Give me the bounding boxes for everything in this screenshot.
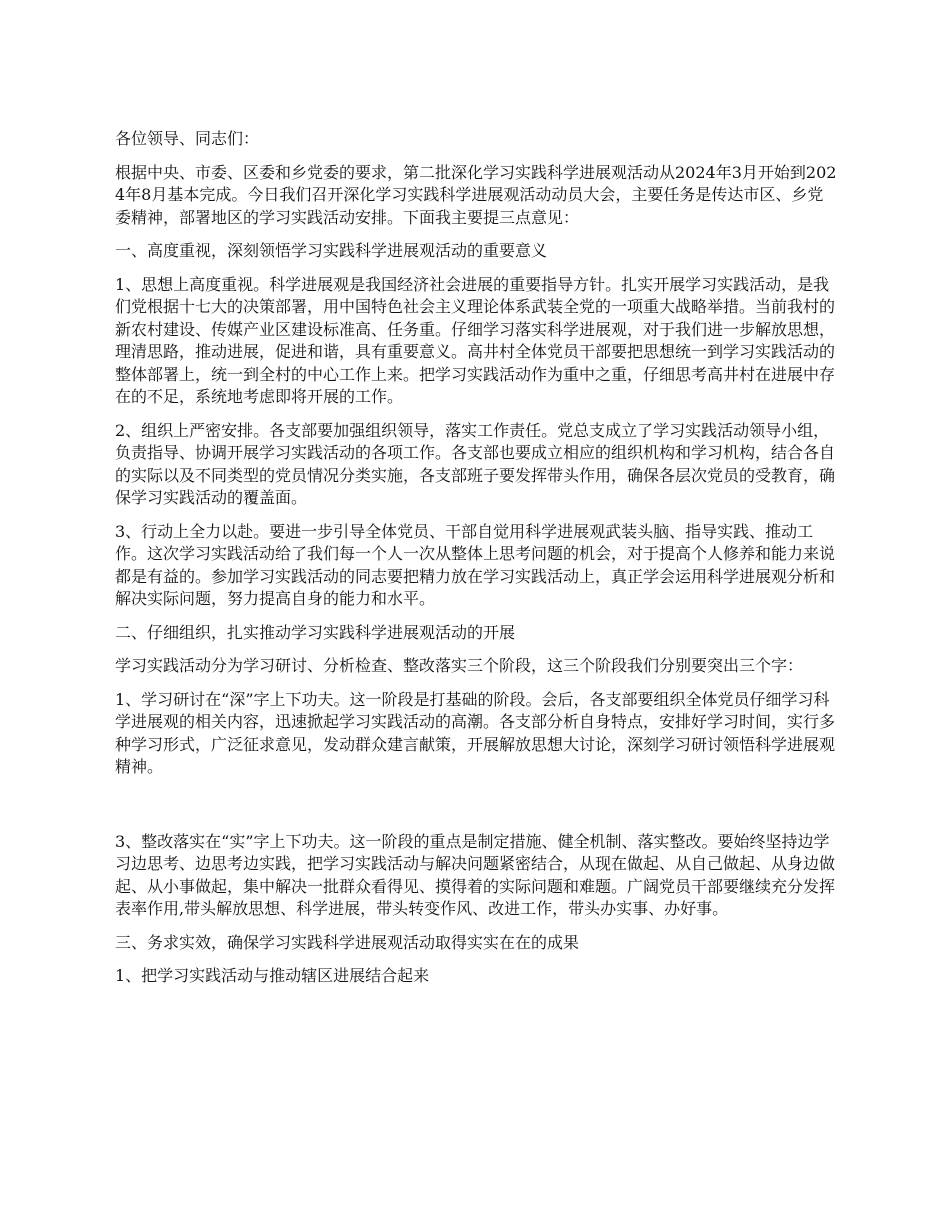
section-2-item-1: 1、学习研讨在“深”字上下功夫。这一阶段是打基础的阶段。会后，各支部要组织全体党员仔细学习科学进展观的相关内容，迅速掀起学习实践活动的高潮。各支部分析自身特点，安排好学习时间，实行多种学习形式，广泛征求意见，发动群众建言献策，开展解放思想大讨论，深刻学习研讨领悟科学进展观精神。 <box>115 689 836 776</box>
section-3-heading: 三、务求实效，确保学习实践科学进展观活动取得实实在在的成果 <box>115 932 580 952</box>
section-2-intro: 学习实践活动分为学习研讨、分析检查、整改落实三个阶段，这三个阶段我们分别要突出三个字： <box>115 656 804 675</box>
section-2-heading: 二、仔细组织，扎实推动学习实践科学进展观活动的开展 <box>115 622 516 642</box>
document-body <box>115 128 837 999</box>
section-2-item-3: 3、整改落实在“实”字上下功夫。这一阶段的重点是制定措施、健全机制、落实整改。要始终坚持边学习边思考、边思考边实践，把学习实践活动与解决问题紧密结合，从现在做起、从自己做起、从身边做起、从小事做起，集中解决一批群众看得见、摸得着的实际问题和难题。广阔党员干部要继续充分发挥表率作用,带头解放思想、科学进展，带头转变作风、改进工作，带头办实事、办好事。 <box>115 831 836 918</box>
greeting: 各位领导、同志们： <box>115 129 260 148</box>
section-1-item-2: 2、组织上严密安排。各支部要加强组织领导，落实工作责任。党总支成立了学习实践活动领导小组，负责指导、协调开展学习实践活动的各项工作。各支部也要成立相应的组织机构和学习机构，结合各自的实际以及不同类型的党员情况分类实施，各支部班子要发挥带头作用，确保各层次党员的受教育，确保学习实践活动的覆盖面。 <box>115 420 836 507</box>
section-1-item-3: 3、行动上全力以赴。要进一步引导全体党员、干部自觉用科学进展观武装头脑、指导实践、推动工作。这次学习实践活动给了我们每一个人一次从整体上思考问题的机会，对于提高个人修养和能力来说都是有益的。参加学习实践活动的同志要把精力放在学习实践活动上，真正学会运用科学进展观分析和解决实际问题，努力提高自身的能力和水平。 <box>115 521 836 608</box>
intro-paragraph: 根据中央、市委、区委和乡党委的要求，第二批深化学习实践科学进展观活动从2024年3月开始到2024年8月基本完成。今日我们召开深化学习实践科学进展观活动动员大会，主要任务是传达市区、乡党委精神，部署地区的学习实践活动安排。下面我主要提三点意见： <box>115 162 837 227</box>
section-1-item-1: 1、思想上高度重视。科学进展观是我国经济社会进展的重要指导方针。扎实开展学习实践活动，是我们党根据十七大的决策部署，用中国特色社会主义理论体系武装全党的一项重大战略举措。当前我村的新农村建设、传媒产业区建设标准高、任务重。仔细学习落实科学进展观，对于我们进一步解放思想，理清思路，推动进展，促进和谐，具有重要意义。高井村全体党员干部要把思想统一到学习实践活动的整体部署上，统一到全村的中心工作上来。把学习实践活动作为重中之重，仔细思考高井村在进展中存在的不足，系统地考虑即将开展的工作。 <box>115 274 836 406</box>
section-1-heading: 一、高度重视，深刻领悟学习实践科学进展观活动的重要意义 <box>115 241 548 260</box>
blank-spacer <box>115 790 837 831</box>
section-3-item-1: 1、把学习实践活动与推动辖区进展结合起来 <box>115 966 430 985</box>
